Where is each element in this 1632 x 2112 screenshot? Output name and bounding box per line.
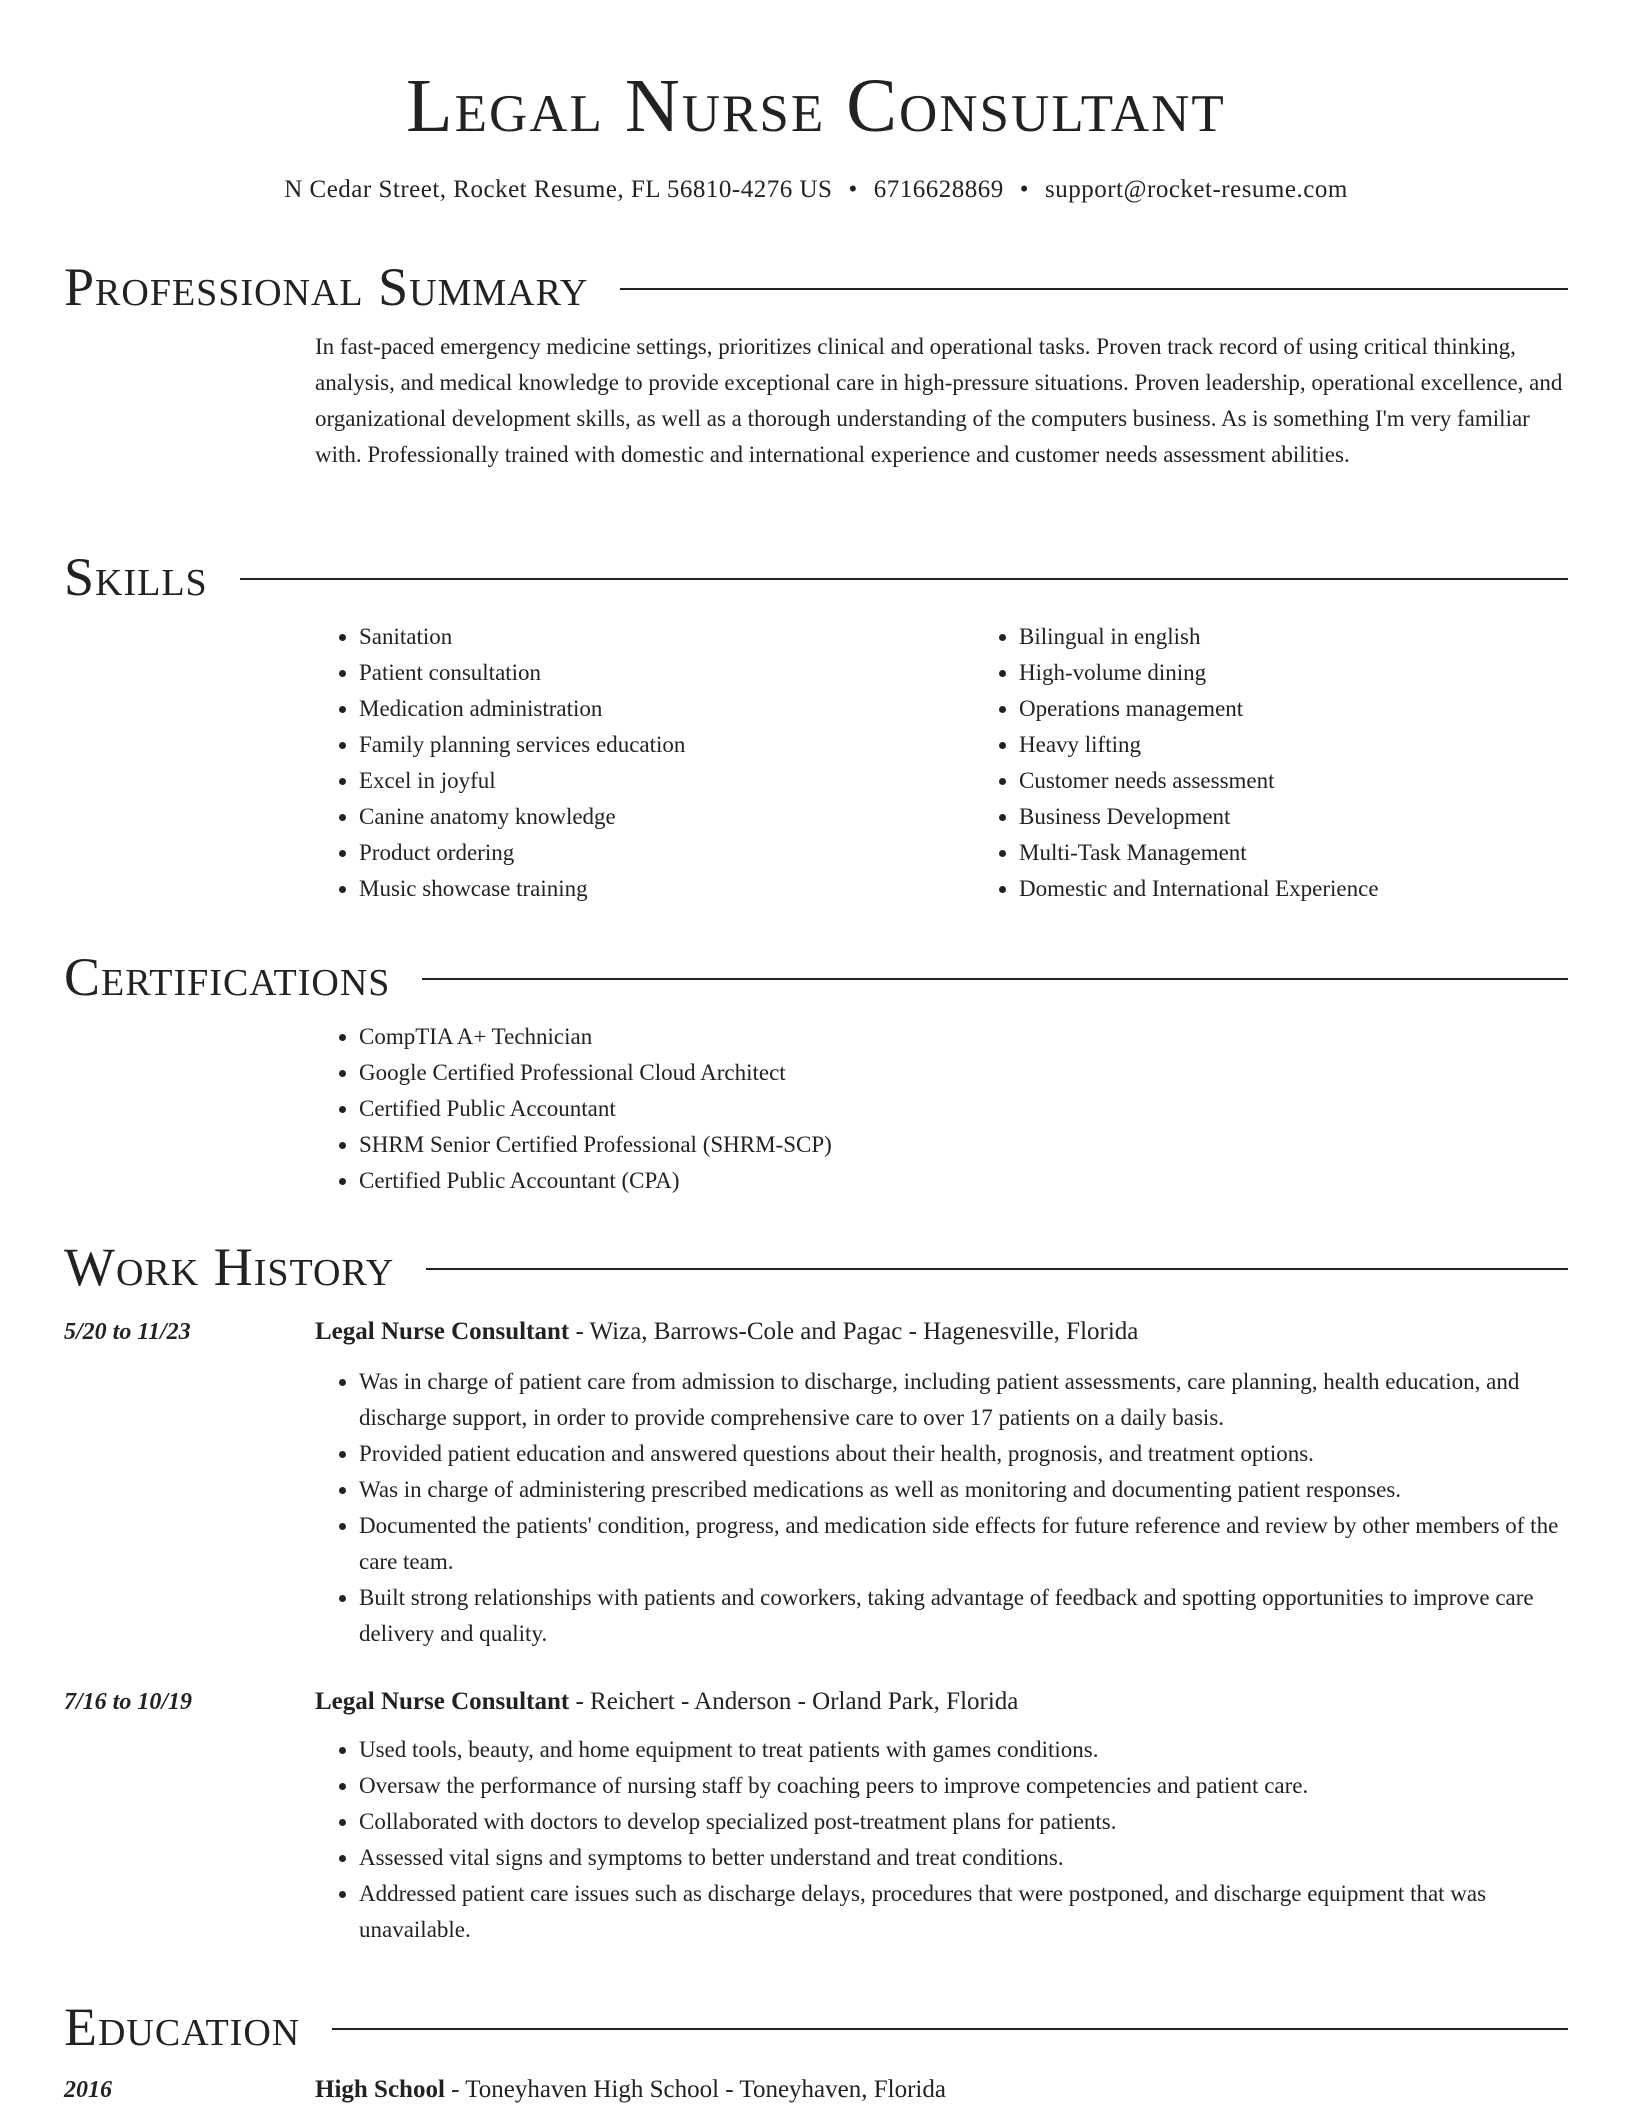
- skill-item: • Heavy lifting: [1019, 727, 1632, 763]
- section-divider: [332, 2028, 1568, 2030]
- skill-item: • Sanitation: [359, 619, 975, 655]
- certifications-list: [315, 1019, 1568, 1199]
- skill-item: • High-volume dining: [1019, 655, 1632, 691]
- separator: •: [848, 176, 858, 203]
- job-dates: 7/16 to 10/19: [64, 1689, 193, 1715]
- section-header: [64, 544, 1568, 610]
- certification-item: • SHRM Senior Certified Professional (SHRM-SCP): [359, 1127, 1568, 1163]
- job-bullet: • Oversaw the performance of nursing staff by coaching peers to improve competencies and patient care.: [359, 1768, 1568, 1804]
- section-title: Education: [64, 1997, 301, 2057]
- contact-line: [64, 172, 1568, 208]
- skill-item: • Domestic and International Experience: [1019, 871, 1632, 907]
- job-bullets: [315, 1364, 1568, 1652]
- job-title-line: [315, 1684, 1568, 1720]
- skills-grid: [315, 619, 1568, 907]
- section-divider: [240, 578, 1568, 580]
- section-skills: [64, 544, 1568, 907]
- education-details: [315, 2072, 1568, 2108]
- candidate-name: Legal Nurse Consultant: [406, 64, 1226, 148]
- certification-item: • Certified Public Accountant (CPA): [359, 1163, 1568, 1199]
- address: N Cedar Street, Rocket Resume, FL 56810-4276 US: [284, 176, 833, 203]
- job-bullet: • Collaborated with doctors to develop specialized post-treatment plans for patients.: [359, 1804, 1568, 1840]
- section-title: Skills: [64, 547, 208, 607]
- section-title: Certifications: [64, 947, 391, 1007]
- email: support@rocket-resume.com: [1044, 176, 1348, 203]
- section-education: [64, 1994, 1568, 2108]
- job-employer: - Reichert - Anderson - Orland Park, Florida: [569, 1688, 1019, 1715]
- education-degree: High School: [315, 2076, 445, 2103]
- skills-list-right: [975, 619, 1632, 907]
- section-divider: [422, 978, 1568, 980]
- education-entry: [64, 2072, 1568, 2108]
- certification-item: • CompTIA A+ Technician: [359, 1019, 1568, 1055]
- section-header: [64, 254, 1568, 320]
- section-header: [64, 1994, 1568, 2060]
- skill-item: • Product ordering: [359, 835, 975, 871]
- skill-item: • Customer needs assessment: [1019, 763, 1632, 799]
- job-bullet: • Was in charge of administering prescribed medications as well as monitoring and documenting patient responses.: [359, 1472, 1568, 1508]
- job-bullet: • Built strong relationships with patients and coworkers, taking advantage of feedback and spotting opportunities to improve care delivery and quality.: [359, 1580, 1568, 1652]
- job-entry: [64, 1314, 1568, 1652]
- education-date: 2016: [64, 2077, 112, 2103]
- skill-item: • Family planning services education: [359, 727, 975, 763]
- skill-item: • Medication administration: [359, 691, 975, 727]
- job-dates: 5/20 to 11/23: [64, 1319, 191, 1345]
- phone: 6716628869: [873, 176, 1004, 203]
- job-bullet: • Assessed vital signs and symptoms to better understand and treat conditions.: [359, 1840, 1568, 1876]
- skill-item: • Business Development: [1019, 799, 1632, 835]
- job-entry: [64, 1684, 1568, 1948]
- education-title-line: [315, 2072, 1568, 2108]
- job-bullets: [315, 1732, 1568, 1948]
- certifications-body: [315, 1019, 1568, 1199]
- section-summary: [64, 254, 1568, 473]
- section-certifications: [64, 944, 1568, 1199]
- job-bullet: • Addressed patient care issues such as discharge delays, procedures that were postponed, and discharge equipment that was unavailable.: [359, 1876, 1568, 1948]
- section-divider: [620, 288, 1568, 290]
- section-work-history: [64, 1234, 1568, 1948]
- job-bullet: • Used tools, beauty, and home equipment to treat patients with games conditions.: [359, 1732, 1568, 1768]
- section-divider: [426, 1268, 1568, 1270]
- job-bullet: • Provided patient education and answered questions about their health, prognosis, and treatment options.: [359, 1436, 1568, 1472]
- job-details: [315, 1684, 1568, 1948]
- job-title-line: [315, 1314, 1568, 1350]
- job-role: Legal Nurse Consultant: [315, 1318, 570, 1345]
- education-school: - Toneyhaven High School - Toneyhaven, Florida: [444, 2076, 946, 2103]
- job-role: Legal Nurse Consultant: [315, 1688, 570, 1715]
- job-employer: - Wiza, Barrows-Cole and Pagac - Hagenesville, Florida: [569, 1318, 1139, 1345]
- certification-item: • Certified Public Accountant: [359, 1091, 1568, 1127]
- skill-item: • Bilingual in english: [1019, 619, 1632, 655]
- section-title: Professional Summary: [64, 257, 589, 317]
- skill-item: • Multi-Task Management: [1019, 835, 1632, 871]
- section-header: [64, 944, 1568, 1010]
- job-bullet: • Documented the patients' condition, progress, and medication side effects for future reference and review by other members of the care team.: [359, 1508, 1568, 1580]
- skill-item: • Patient consultation: [359, 655, 975, 691]
- skill-item: • Canine anatomy knowledge: [359, 799, 975, 835]
- separator: •: [1019, 176, 1029, 203]
- skill-item: • Operations management: [1019, 691, 1632, 727]
- summary-text: In fast-paced emergency medicine settings, prioritizes clinical and operational tasks. Proven track record of using critical thinking, analysis, and medical knowledge to provide exceptional care in high-pressure situations. Proven leadership, operational excellence, and organizational development skills, as well as a thorough understanding of the computers business. As is something I'm very familiar with. Professionally trained with domestic and international experience and customer needs assessment abilities.: [315, 334, 1563, 467]
- section-header: [64, 1234, 1568, 1300]
- section-title: Work History: [64, 1237, 395, 1297]
- job-bullet: • Was in charge of patient care from admission to discharge, including patient assessments, care planning, health education, and discharge support, in order to provide comprehensive care to over 17 patients on a daily basis.: [359, 1364, 1568, 1436]
- skill-item: • Music showcase training: [359, 871, 975, 907]
- certification-item: • Google Certified Professional Cloud Architect: [359, 1055, 1568, 1091]
- skill-item: • Excel in joyful: [359, 763, 975, 799]
- job-details: [315, 1314, 1568, 1652]
- skills-list-left: [315, 619, 975, 907]
